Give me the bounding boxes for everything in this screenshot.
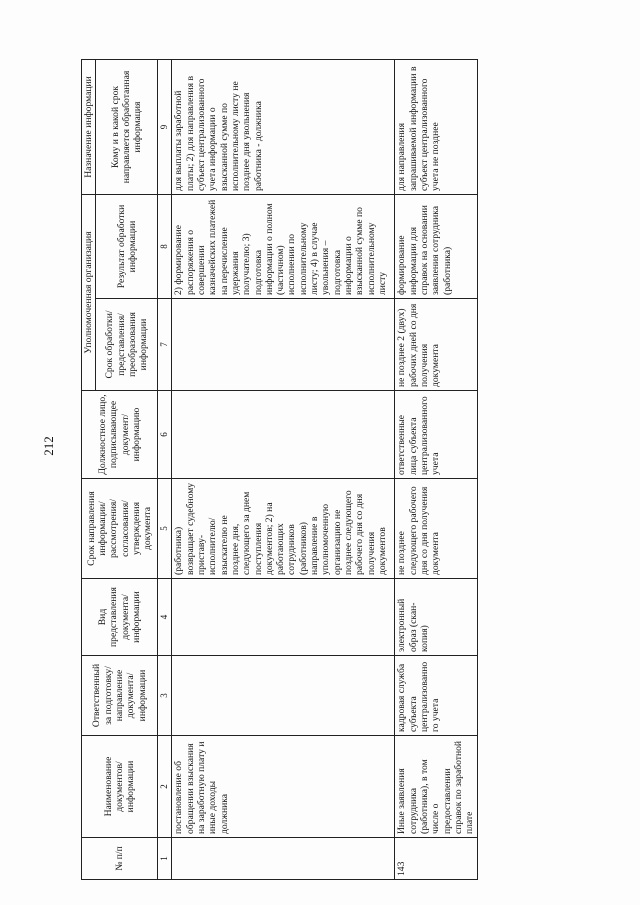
col-number: 4: [158, 579, 172, 656]
table-row: [172, 60, 395, 880]
table-row: [395, 60, 477, 880]
header-name: Наименование документов/ информации: [82, 736, 158, 838]
header-term: Срок направления информации/ рассмотрения/ согласования/ утверждения документа: [82, 479, 158, 579]
col-number: 9: [158, 60, 172, 195]
cell-process-term: не позднее 2 (двух) рабочих дней со дня получения документа: [395, 299, 477, 391]
document-table: [81, 59, 478, 880]
column-number-row: [158, 60, 172, 880]
col-number: 3: [158, 656, 172, 736]
cell-term: (работника) возвращает судебному приставу-исполнителю/ взыскателю не позднее дня, следующего за днем поступления документов; 2) на работающих сотрудников (работников) направление в уполномоченную организацию не позднее следующего рабочего дня со дня получения документов: [172, 479, 395, 579]
cell-responsible: [172, 656, 395, 736]
header-responsible: Ответственный за подготовку/ направление документа/ информации: [82, 656, 158, 736]
header-num: № п/п: [82, 838, 158, 880]
col-number: 8: [158, 195, 172, 299]
header-purpose: Назначение информации: [82, 60, 96, 195]
cell-num: [172, 838, 395, 880]
cell-signer: ответственные лица субъекта централизованного учета: [395, 391, 477, 479]
cell-name: постановление об обращении взыскания на заработную плату и иные доходы должника: [172, 736, 395, 838]
cell-signer: [172, 391, 395, 479]
col-number: 5: [158, 479, 172, 579]
cell-result: формирование информации для справок на основании заявления сотрудника (работника): [395, 195, 477, 299]
cell-process-term: [172, 299, 395, 391]
header-recipient: Кому и в какой срок направляется обработанная информация: [96, 60, 158, 195]
cell-result: 2) формирование распоряжения о совершении казначейских платежей на перечисление удержания получателю; 3) подготовка информации о полном (частичном) исполнении по исполнительному листу; 4) в случае увольнения – подготовка информации о взысканной сумме по исполнительному листу: [172, 195, 395, 299]
cell-responsible: кадровая служба субъекта централизованного учета: [395, 656, 477, 736]
cell-kind: [172, 579, 395, 656]
header-authorized-org: Уполномоченная организация: [82, 195, 96, 391]
col-number: 6: [158, 391, 172, 479]
rotated-table-frame: [81, 60, 536, 880]
header-signer: Должностное лицо, подписывающее документ/ информацию: [82, 391, 158, 479]
page-number: 212: [41, 436, 56, 456]
cell-kind: электронный образ (скан-копия): [395, 579, 477, 656]
cell-recipient: для выплаты заработной платы; 2) для направления в субъект централизованного учета информации о взысканной сумме по исполнительному листу не позднее дня увольнения работника - должника: [172, 60, 395, 195]
cell-recipient: для направления запрашиваемой информации в субъект централизованного учета не позднее: [395, 60, 477, 195]
cell-num: 143: [395, 838, 477, 880]
col-number: 7: [158, 299, 172, 391]
header-kind: Вид представления документа/ информации: [82, 579, 158, 656]
cell-name: Иные заявления сотрудника (работника), в том числе о предоставлении справок по заработной плате: [395, 736, 477, 838]
col-number: 2: [158, 736, 172, 838]
cell-term: не позднее следующего рабочего дня со дня получения документа: [395, 479, 477, 579]
col-number: 1: [158, 838, 172, 880]
header-process-term: Срок обработки/ представления/ преобразования информации: [96, 299, 158, 391]
header-result: Результат обработки информации: [96, 195, 158, 299]
